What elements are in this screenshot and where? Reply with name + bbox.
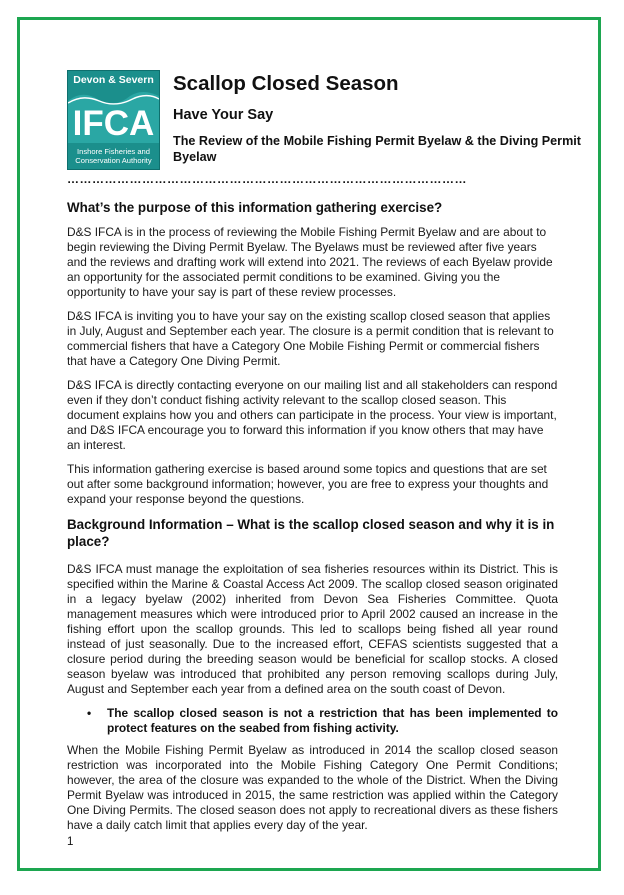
logo-caption [68,147,159,165]
paragraph-1: D&S IFCA is in the process of reviewing the Mobile Fishing Permit Byelaw and are about to begin reviewing the Diving Permit Byelaw. The Byelaws must be reviewed after five years and the reviews and drafting work will extend into 2021. The reviews of each Byelaw provide an opportunity for the associated permit conditions to be examined. Giving you the opportunity to have your say is part of these review processes. [67,225,553,299]
page-subtitle: Have Your Say [173,107,274,123]
paragraph-2: D&S IFCA is inviting you to have your say on the existing scallop closed season that applies in July, August and September each year. The closure is a permit condition that is relevant to commercial fishers that have a Category One Mobile Fishing Permit or commercial fishers that have a Category One Diving Permit. [67,309,554,368]
background-heading: Background Information – What is the scallop closed season and why it is in place? [67,517,555,549]
ifca-logo [67,70,160,170]
page-number: 1 [67,836,74,848]
paragraph-4: This information gathering exercise is based around some topics and questions that are set out after some background information; however, you are free to express your thoughts and expand your response beyond the questions. [67,462,549,506]
logo-main-text: IFCA [68,105,159,143]
paragraph-6: When the Mobile Fishing Permit Byelaw as introduced in 2014 the scallop closed season restriction was incorporated into the Mobile Fishing Category One Permit Conditions; however, the area of the closure was expanded to the whole of the District. When the Diving Permit Byelaw was introduced in 2015, the same restriction was applied within the Category One Diving Permits. The closed season does not apply to recreational divers as these fishers have a daily catch limit that applies every day of the year. [67,743,558,832]
logo-caption-line1: Inshore Fisheries and [76,147,151,156]
bullet-item [67,706,558,736]
paragraph-5: D&S IFCA must manage the exploitation of sea fisheries resources within its District. This is specified within the Marine & Coastal Access Act 2009. The scallop closed season originated in a legacy byelaw (2002) inherited from Devon Sea Fisheries Committee. Quota management measures which were introduced prior to April 2002 caused an increase in the fishing effort upon the scallop grounds. This led to scallops being fished all year round instead of just seasonally. Due to the increased effort, CEFAS scientists suggested that a closure period during the breeding season would be beneficial for scallop stocks. A closed season byelaw was introduced that prohibited any person removing scallops during July, August and September each year from a defined area on the south coast of Devon. [67,562,558,696]
purpose-heading: What’s the purpose of this information gathering exercise? [67,200,443,215]
bullet-icon: • [87,706,92,720]
bullet-text: The scallop closed season is not a restriction that has been implemented to protect features on the seabed from fishing activity. [107,706,558,735]
paragraph-3: D&S IFCA is directly contacting everyone on our mailing list and all stakeholders can respond even if they don’t conduct fishing activity relevant to the scallop closed season. This document explains how you and others can participate in the process. Your view is important, and D&S IFCA encourage you to forward this information if you know others that may have an interest. [67,378,558,452]
document-body [67,199,558,833]
dotted-divider: …………………………………………………………………………………… [67,172,467,186]
page-title: Scallop Closed Season [173,72,399,95]
review-title: The Review of the Mobile Fishing Permit Byelaw & the Diving Permit Byelaw [173,134,581,164]
logo-caption-line2: Conservation Authority [75,156,152,165]
logo-region-text: Devon & Severn [73,74,154,86]
